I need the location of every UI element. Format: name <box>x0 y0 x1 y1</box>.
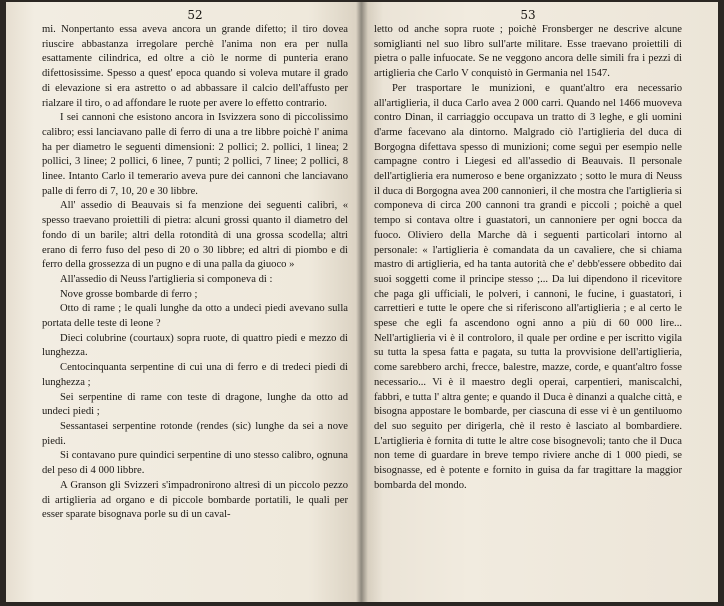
left-page <box>6 2 362 602</box>
paragraph: A Granson gli Svizzeri s'impadronirono altresì di un piccolo pezzo di artiglieria ad organo e di piccole bombarde portatili, le quali per esser sparate bisognava porle su di un caval- <box>42 479 348 521</box>
paragraph: Si contavano pure quindici serpentine di uno stesso calibro, ognuna del peso di 4 000 libbre. <box>42 450 348 477</box>
paragraph: mi. Nonpertanto essa aveva ancora un grande difetto; il tiro dovea riuscire abbastanza irregolare perchè l'anima non era per nulla esattamente cilindrica, ed oltre a ciò le norme di punteria erano difettosissime. Spesso a quest' epoca quando si voleva mutare il grado di elevazione si era astretto o ad abbassare il calcio dell'affusto per rialzare il tiro, o ad affondare le ruote per avere lo effetto contrario. <box>42 24 348 109</box>
paragraph: All'assedio di Neuss l'artiglieria si componeva di : <box>60 273 273 285</box>
list-item: Nove grosse bombarde di ferro ; <box>60 288 198 300</box>
paragraph: I sei cannoni che esistono ancora in Isvizzera sono di piccolissimo calibro; essi lanciavano palle di ferro di una a tre libbre poichè l' anima ha per diametro le seguenti dimensioni: 2 pollici; 2. pollici, 1 linea; 2 pollici, 3 linee; 2 pollici, 6 linee, 7 punti; 2 pollici, 7 linee; 2 pollici, 8 linee. Intanto Carlo il temerario aveva pure dei cannoni che lanciavano palle di ferro di 7, 10, 20 e 30 libbre. <box>42 112 348 197</box>
list-item: Centocinquanta serpentine di cui una di ferro e di tredeci piedi di lunghezza ; <box>42 362 348 388</box>
list-item: Sei serpentine di rame con teste di dragone, lunghe da otto ad undeci piedi ; <box>42 391 348 418</box>
page-number: 53 <box>520 8 536 22</box>
book-spread <box>6 2 718 602</box>
paragraph: letto od anche sopra ruote ; poichè Fronsberger ne descrive alcune somiglianti nel suo libro sull'arte militare. Esse traevano proiettili di pietra o palle infuocate. Se ne veggono ancora delle simili fra i pezzi di artiglieria che Carlo V conquistò in Germania nel 1547. <box>374 24 682 80</box>
paragraph: All' assedio di Beauvais si fa menzione dei seguenti calibri, « spesso traevano proiettili di pietra: alcuni grossi quanto il diametro del fondo di un barile; altri della rotondità di una grossa scodella; altri erano di ferro fuso del peso di 20 o 30 libbre; ed altri di piombo e di ferro della grossezza di un pugno e di una palla da giuoco » <box>42 200 348 271</box>
page-body <box>42 23 348 523</box>
paragraph: Per trasportare le munizioni, e quant'altro era necessario all'artiglieria, il duca Carlo avea 2 000 carri. Quando nel 1466 muoveva contro Dinan, il carriaggio occupava un tratto di 3 leghe, e gli uomini d'arme facevano ala dintorno. Malgrado ciò l'artiglieria del duca di Borgogna difettava spesso di munizioni; come seguì per esempio nelle campagne contro i Liegesi ed all'assedio di Beauvais. Il personale dell'artiglieria era numeroso e bene organizzato ; sotto le mura di Neuss il duca di Borgogna avea 200 cannonieri, il che mostra che l'artiglieria si componeva di circa 200 cannoni tra grandi e piccoli ; poichè a quel tempo si contava oltre i guastatori, un cannoniere per ogni bocca da fuoco. Oliviero della Marche dà i seguenti particolari intorno al personale: « l'artiglieria è comandata da un cavaliere, che si chiama mastro di artiglieria, ed ha tanta autorità che e' debb'essere obbedito dai suoi soggetti come il principe stesso ;... Da lui dipendono il ricevitore che paga gli ufficiali, le polveri, i cannoni, le fucine, i guastatori, i carrettieri e tutte le opere che si riferiscono all'artiglieria ; e al certo le spese che egli fa ascendono ogni anno a più di 60 000 lire... Nell'artiglieria vi è il controloro, il quale per ordine e per iscritto vigila su tutta la spesa fatta e pagata, su tutta la provvisione dell'artiglieria, come sarebbero archi, frecce, balestre, mazze, corde, e quant'altro fosse necessario... Vi è il maestro degli operai, carpentieri, maniscalchi, fabbri, e tutta l' altra gente; e quando il Duca è dinanzi a qualche città, e bisogna appostare le bombarde, per ciascuna di esse vi è un gentiluomo del suo seguito per dirigerla, chè il resto è lasciato al bombardiere. L'artiglieria è fornita di tutte le altre cose bisognevoli; tanto che il Duca non teme di guardare in breve tempo riviere anche di 1 000 piedi, se bisognasse, ed è potente e fornito in guisa da far tragittare la maggior bombarda del mondo. <box>374 82 682 491</box>
list-item: Dieci colubrine (courtaux) sopra ruote, di quattro piedi e mezzo di lunghezza. <box>42 332 348 359</box>
list-item: Otto di rame ; le quali lunghe da otto a undeci piedi avevano sulla portata delle teste di leone ? <box>42 303 348 330</box>
page-body <box>374 23 682 494</box>
page-number: 52 <box>187 8 203 22</box>
list-item: Sessantasei serpentine rotonde (rendes (sic) lunghe da sei a nove piedi. <box>42 420 348 447</box>
right-page <box>362 2 718 602</box>
